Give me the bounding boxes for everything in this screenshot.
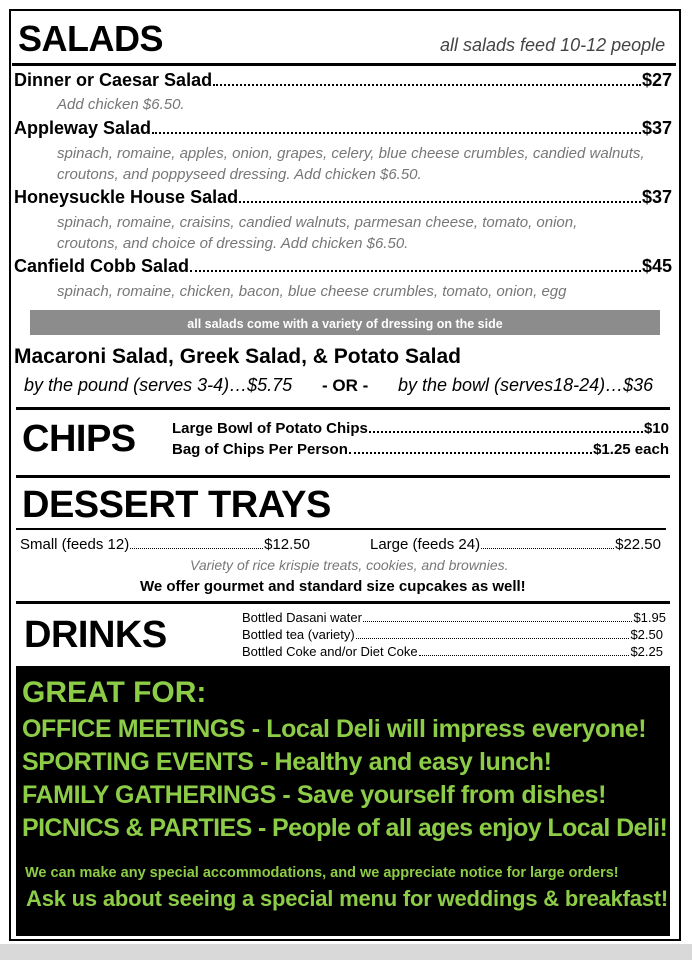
special-menu-note: Ask us about seeing a special menu for weddings & breakfast!: [26, 886, 669, 911]
dessert-large-price: $22.50: [615, 536, 661, 553]
drink-price: $2.50: [630, 627, 663, 642]
dessert-large: [370, 536, 661, 553]
drinks-divider: [16, 601, 670, 604]
salads-title: SALADS: [18, 18, 164, 59]
side-salads-or: - OR -: [322, 376, 369, 395]
dessert-small-name: Small (feeds 12): [20, 536, 130, 553]
dot-leader: [419, 655, 630, 656]
drink-item: [242, 627, 663, 642]
salad-item-cobb: [14, 256, 672, 277]
great-for-line: FAMILY GATHERINGS - Save yourself from dishes!: [22, 781, 607, 809]
chips-name: Bag of Chips Per Person: [172, 441, 348, 458]
great-for-title: GREAT FOR:: [22, 676, 207, 709]
dessert-cupcakes: We offer gourmet and standard size cupcakes as well!: [140, 578, 526, 595]
salad-price: $45: [641, 256, 672, 276]
drink-item: [242, 644, 663, 659]
salad-desc: spinach, romaine, apples, onion, grapes, celery, blue cheese crumbles, candied walnuts,: [57, 145, 645, 162]
dot-leader: [356, 638, 630, 639]
drink-price: $2.25: [630, 644, 663, 659]
chips-divider: [16, 407, 670, 410]
dessert-small-price: $12.50: [264, 536, 310, 553]
chips-item: [172, 420, 669, 437]
salad-item-honeysuckle: [14, 187, 672, 208]
dot-leader: [349, 452, 592, 454]
chips-item: [172, 441, 669, 458]
dessert-large-name: Large (feeds 24): [370, 536, 481, 553]
salads-divider: [12, 63, 676, 66]
side-salads-by-bowl: by the bowl (serves18-24)…$36: [398, 375, 654, 395]
chips-title: CHIPS: [22, 418, 136, 460]
dessert-variety: Variety of rice krispie treats, cookies, and brownies.: [190, 557, 509, 573]
dot-leader: [190, 270, 641, 272]
drink-name: Bottled Dasani water: [242, 610, 362, 625]
salad-name: Dinner or Caesar Salad: [14, 70, 213, 90]
salad-desc: spinach, romaine, craisins, candied walnuts, parmesan cheese, tomato, onion,: [57, 214, 578, 231]
side-salads-by-pound: by the pound (serves 3-4)…$5.75: [24, 375, 293, 395]
drink-price: $1.95: [633, 610, 666, 625]
salad-desc: spinach, romaine, chicken, bacon, blue cheese crumbles, tomato, onion, egg: [57, 283, 567, 300]
salad-item-caesar: [14, 70, 672, 91]
desserts-underline: [16, 528, 666, 530]
dot-leader: [239, 201, 641, 203]
salad-name: Honeysuckle House Salad: [14, 187, 239, 207]
salad-desc: croutons, and choice of dressing. Add chicken $6.50.: [57, 235, 409, 252]
salad-name: Appleway Salad: [14, 118, 152, 138]
chips-name: Large Bowl of Potato Chips: [172, 420, 368, 437]
salad-price: $37: [641, 187, 672, 207]
salad-price: $27: [641, 70, 672, 90]
drink-name: Bottled Coke and/or Diet Coke: [242, 644, 418, 659]
dot-leader: [213, 84, 641, 86]
drinks-title: DRINKS: [24, 614, 167, 656]
dot-leader: [363, 621, 633, 622]
great-for-line: OFFICE MEETINGS - Local Deli will impress everyone!: [22, 715, 647, 743]
special-accommodations-note: We can make any special accommodations, and we appreciate notice for large orders!: [25, 865, 619, 881]
bottom-strip: [0, 944, 692, 960]
dot-leader: [130, 548, 263, 549]
drink-name: Bottled tea (variety): [242, 627, 355, 642]
side-salads-title: Macaroni Salad, Greek Salad, & Potato Salad: [14, 345, 461, 368]
desserts-divider: [16, 475, 670, 478]
chips-price: $10: [643, 420, 669, 437]
drink-item: [242, 610, 666, 625]
dessert-small: [20, 536, 310, 553]
dressing-note-bar: all salads come with a variety of dressing on the side: [30, 310, 660, 335]
desserts-title: DESSERT TRAYS: [22, 484, 331, 526]
dot-leader: [481, 548, 614, 549]
great-for-line: PICNICS & PARTIES - People of all ages enjoy Local Deli!: [22, 814, 668, 842]
dot-leader: [152, 132, 641, 134]
salad-price: $37: [641, 118, 672, 138]
salad-desc: Add chicken $6.50.: [57, 96, 185, 113]
great-for-line: SPORTING EVENTS - Healthy and easy lunch!: [22, 748, 552, 776]
salad-item-appleway: [14, 118, 672, 139]
salad-desc: croutons, and poppyseed dressing. Add chicken $6.50.: [57, 166, 422, 183]
chips-price: $1.25 each: [593, 441, 669, 458]
salad-name: Canfield Cobb Salad: [14, 256, 190, 276]
salads-subtitle: all salads feed 10-12 people: [440, 35, 666, 55]
dot-leader: [369, 431, 643, 433]
